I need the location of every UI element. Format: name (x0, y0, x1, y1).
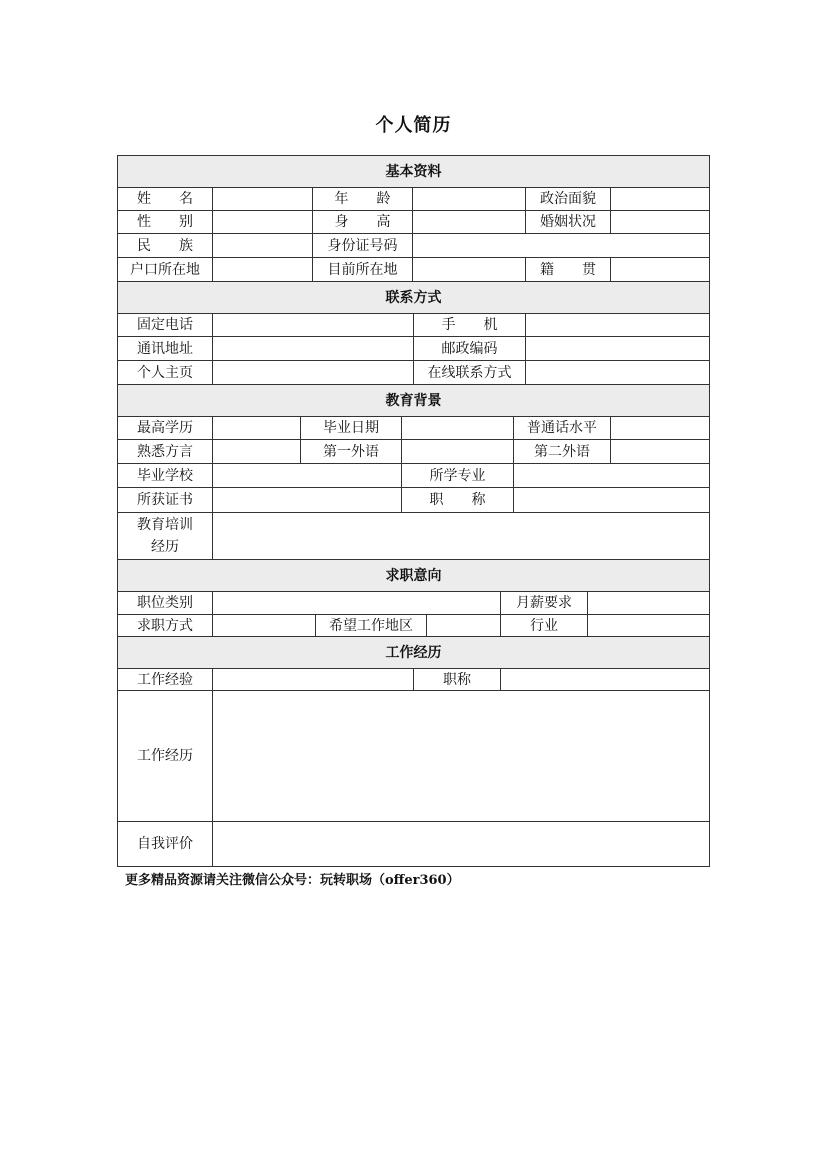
label-current-location: 目前所在地 (312, 257, 413, 282)
label-political: 政治面貌 (525, 187, 611, 211)
field-ethnic[interactable] (212, 233, 313, 258)
label-degree: 最高学历 (117, 416, 213, 440)
label-landline: 固定电话 (117, 313, 213, 337)
section-intent: 求职意向 (117, 559, 710, 592)
field-work-history[interactable] (212, 690, 710, 822)
field-online-contact[interactable] (525, 360, 710, 385)
label-second-lang: 第二外语 (513, 439, 611, 464)
label-training: 教育培训经历 (117, 512, 213, 560)
label-gender: 性 别 (117, 210, 213, 234)
field-hukou[interactable] (212, 257, 313, 282)
field-landline[interactable] (212, 313, 414, 337)
field-age[interactable] (412, 187, 526, 211)
field-second-lang[interactable] (610, 439, 710, 464)
label-id-number: 身份证号码 (312, 233, 413, 258)
field-marital[interactable] (610, 210, 710, 234)
label-school: 毕业学校 (117, 463, 213, 488)
label-name: 姓 名 (117, 187, 213, 211)
label-dialect: 熟悉方言 (117, 439, 213, 464)
field-experience[interactable] (212, 668, 414, 691)
label-mobile: 手 机 (413, 313, 526, 337)
label-work-area: 希望工作地区 (315, 614, 427, 637)
label-job-mode: 求职方式 (117, 614, 213, 637)
footer-note: 更多精品资源请关注微信公众号：玩转职场（offer360） (125, 873, 460, 888)
label-self-eval: 自我评价 (117, 821, 213, 867)
section-basic: 基本资料 (117, 155, 710, 188)
label-age: 年 龄 (312, 187, 413, 211)
label-online-contact: 在线联系方式 (413, 360, 526, 385)
field-postcode[interactable] (525, 336, 710, 361)
field-industry[interactable] (587, 614, 710, 637)
field-current-location[interactable] (412, 257, 526, 282)
field-homepage[interactable] (212, 360, 414, 385)
field-dialect[interactable] (212, 439, 301, 464)
field-degree[interactable] (212, 416, 301, 440)
field-id-number[interactable] (412, 233, 710, 258)
field-school[interactable] (212, 463, 402, 488)
field-major[interactable] (513, 463, 710, 488)
section-work: 工作经历 (117, 636, 710, 669)
field-training[interactable] (212, 512, 710, 560)
label-hukou: 户口所在地 (117, 257, 213, 282)
label-height: 身 高 (312, 210, 413, 234)
label-work-history: 工作经历 (117, 690, 213, 822)
field-height[interactable] (412, 210, 526, 234)
label-experience: 工作经验 (117, 668, 213, 691)
label-postcode: 邮政编码 (413, 336, 526, 361)
field-mandarin[interactable] (610, 416, 710, 440)
label-mandarin: 普通话水平 (513, 416, 611, 440)
label-marital: 婚姻状况 (525, 210, 611, 234)
field-prof-title[interactable] (513, 487, 710, 513)
label-ethnic: 民 族 (117, 233, 213, 258)
section-education: 教育背景 (117, 384, 710, 417)
resume-table (117, 155, 710, 867)
label-industry: 行业 (500, 614, 588, 637)
label-first-lang: 第一外语 (300, 439, 402, 464)
section-contact: 联系方式 (117, 281, 710, 314)
field-title-short[interactable] (500, 668, 710, 691)
label-job-category: 职位类别 (117, 591, 213, 615)
field-address[interactable] (212, 336, 414, 361)
field-name[interactable] (212, 187, 313, 211)
label-salary: 月薪要求 (500, 591, 588, 615)
field-job-category[interactable] (212, 591, 501, 615)
field-first-lang[interactable] (401, 439, 514, 464)
field-self-eval[interactable] (212, 821, 710, 867)
label-prof-title: 职 称 (401, 487, 514, 513)
field-certificates[interactable] (212, 487, 402, 513)
field-grad-date[interactable] (401, 416, 514, 440)
page-title: 个人简历 (375, 115, 452, 136)
field-native-place[interactable] (610, 257, 710, 282)
label-address: 通讯地址 (117, 336, 213, 361)
field-political[interactable] (610, 187, 710, 211)
label-grad-date: 毕业日期 (300, 416, 402, 440)
label-certificates: 所获证书 (117, 487, 213, 513)
field-gender[interactable] (212, 210, 313, 234)
field-job-mode[interactable] (212, 614, 316, 637)
field-mobile[interactable] (525, 313, 710, 337)
label-major: 所学专业 (401, 463, 514, 488)
label-title-short: 职称 (413, 668, 501, 691)
field-salary[interactable] (587, 591, 710, 615)
label-native-place: 籍 贯 (525, 257, 611, 282)
field-work-area[interactable] (426, 614, 501, 637)
label-homepage: 个人主页 (117, 360, 213, 385)
